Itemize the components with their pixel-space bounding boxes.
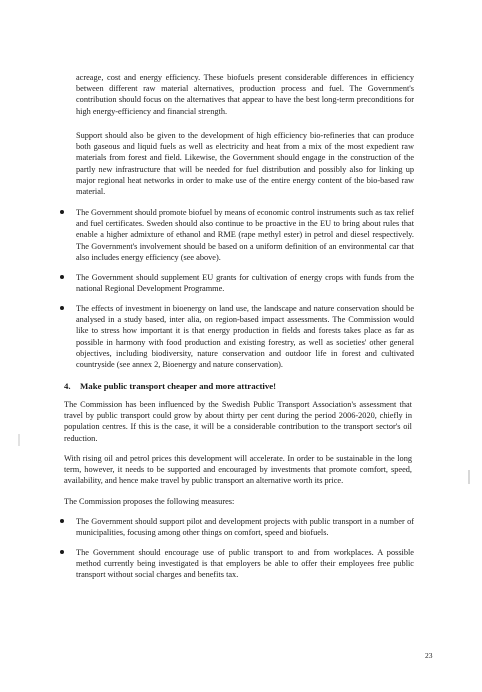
section-number: 4. bbox=[64, 381, 71, 391]
list-item-text: The effects of investment in bioenergy on land use, the landscape and nature conservation should be analysed in a study based, inter alia, on region-based impact assessments. The Commission would like to stress how important it is that energy production in fields and forests takes place as far as possible in harmony with food production and existing forestry, as well as societies' other general objectives, including biodiversity, nature conservation and outdoor life in forest and cultivated countryside (see annex 2, Bioenergy and nature conservation). bbox=[76, 304, 414, 370]
scan-mark bbox=[468, 470, 470, 484]
scan-mark bbox=[18, 434, 20, 446]
bullet-icon bbox=[60, 210, 64, 214]
paragraph-commission: The Commission has been influenced by the Swedish Public Transport Association's assessment that travel by public transport could grow by about thirty per cent during the period 2006-2020, chiefly in population centres. If this is the case, it will be a considerable contribution to the transport sector's oil reduction. bbox=[64, 400, 412, 443]
paragraph-rising-prices: With rising oil and petrol prices this development will accelerate. In order to be sustainable in the long term, however, it needs to be supported and encouraged by investments that promote comfort, speed, availability, and hence make travel by public transport an alternative worth its price. bbox=[64, 454, 412, 486]
list-item-text: The Government should promote biofuel by means of economic control instruments such as tax relief and fuel certificates. Sweden should also continue to be proactive in the EU to bring about rules that enable a higher admixture of ethanol and RME (rape methyl ester) in petrol and diesel respectively. The Government's involvement should be based on a uniform definition of an environmental car that also includes energy efficiency (see above). bbox=[76, 208, 414, 262]
list-item-text: The Government should encourage use of public transport to and from workplaces. A possible method currently being investigated is that employers be able to offer their employees free public transport without social charges and benefits tax. bbox=[76, 548, 414, 580]
bullet-icon bbox=[60, 306, 64, 310]
bullet-icon bbox=[60, 275, 64, 279]
page-number: 23 bbox=[425, 651, 433, 660]
bullet-icon bbox=[60, 550, 64, 554]
list-item-text: The Government should supplement EU grants for cultivation of energy crops with funds from the national Regional Development Programme. bbox=[76, 273, 414, 294]
paragraph-intro: acreage, cost and energy efficiency. These biofuels present considerable differences in efficiency between different raw material alternatives, production process and fuel. The Government's contribution should focus on the alternatives that appear to have the best long-term preconditions for high energy-efficiency and financial strength. bbox=[76, 73, 414, 116]
bullet-icon bbox=[60, 519, 64, 523]
list-item-text: The Government should support pilot and development projects with public transport in a number of municipalities, focusing among other things on comfort, speed and biofuels. bbox=[76, 517, 414, 538]
section-title: Make public transport cheaper and more attractive! bbox=[80, 381, 277, 391]
section-heading bbox=[64, 381, 412, 391]
paragraph-proposes: The Commission proposes the following measures: bbox=[64, 497, 235, 506]
paragraph-support: Support should also be given to the development of high efficiency bio-refineries that can produce both gaseous and liquid fuels as well as electricity and heat from a mix of the most expedient raw materials from forest and field. Likewise, the Government should engage in the construction of the partly new infrastructure that will be needed for fuel distribution and possibly also for linking up major regional heat networks in order to make use of the entire energy content of the bio-based raw material. bbox=[76, 131, 414, 197]
